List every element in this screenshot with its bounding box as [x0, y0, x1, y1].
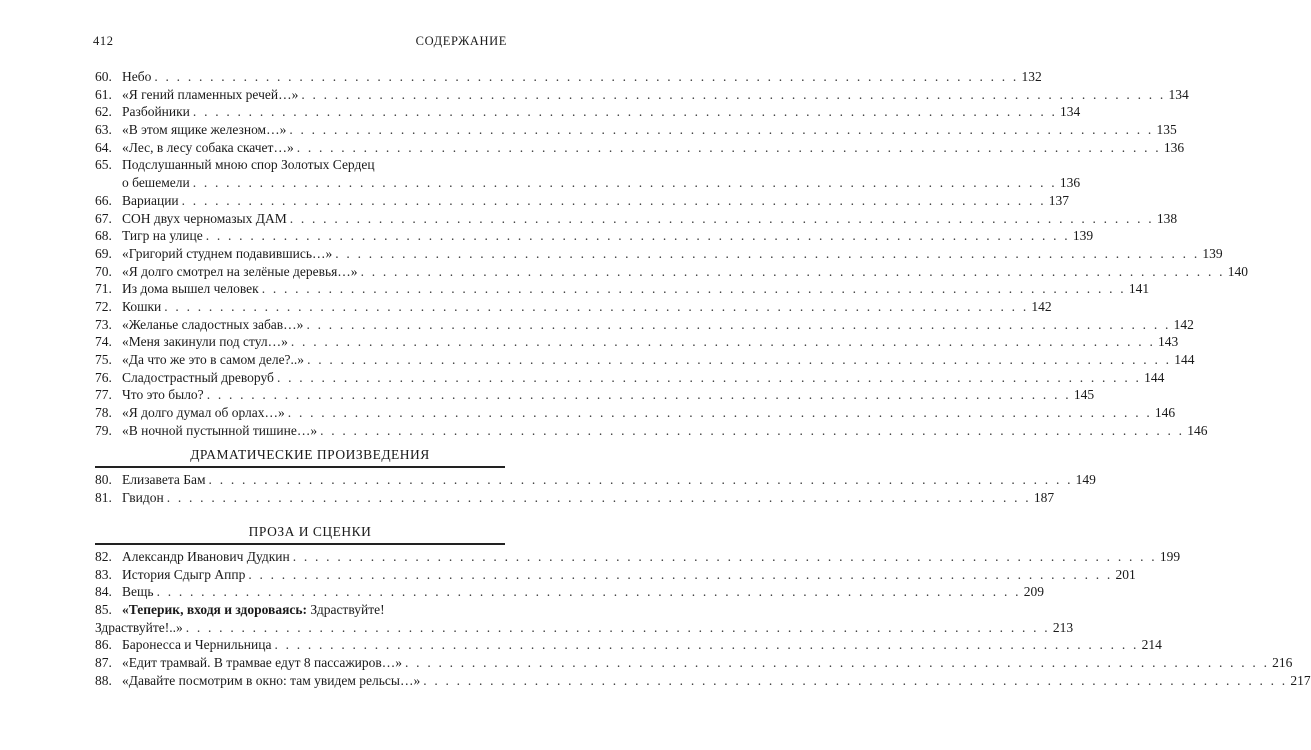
entry-page: 201 — [1115, 566, 1136, 582]
leader-dots — [291, 333, 1155, 351]
toc-entry — [95, 227, 1094, 245]
entry-number: 66. — [95, 192, 112, 208]
entry-number: 62. — [95, 104, 112, 120]
entry-number: 72. — [95, 298, 112, 314]
section-drama — [95, 447, 1096, 506]
leader-dots — [405, 654, 1269, 672]
entry-page: 149 — [1075, 472, 1096, 488]
entry-title: Кошки — [122, 298, 162, 314]
toc-entry — [95, 351, 1195, 369]
entry-number: 88. — [95, 672, 112, 688]
entry-number: 74. — [95, 334, 112, 350]
entry-title: «Желанье сладостных забав…» — [122, 316, 304, 332]
leader-dots — [301, 86, 1165, 104]
toc-group-drama — [95, 471, 1096, 506]
leader-dots — [361, 263, 1225, 281]
toc-entry — [95, 103, 1081, 121]
entry-page: 132 — [1021, 69, 1042, 84]
entry-page: 216 — [1272, 655, 1293, 671]
entry-title: «Да что же это в самом деле?..» — [122, 352, 305, 367]
toc-entry — [95, 672, 1311, 690]
toc-entry-65 — [95, 156, 1081, 191]
section-title: ПРОЗА И СЦЕНКИ — [248, 524, 372, 540]
running-header: СОДЕРЖАНИЕ — [415, 34, 507, 48]
entry-page: 135 — [1156, 122, 1177, 138]
entry-page: 143 — [1158, 334, 1179, 350]
entry-page: 134 — [1168, 86, 1189, 102]
toc-group-poems-b — [95, 192, 1248, 440]
entry-page: 136 — [1059, 175, 1081, 191]
entry-number: 64. — [95, 139, 112, 155]
entry-page: 138 — [1156, 210, 1178, 226]
entry-number: 67. — [95, 210, 112, 226]
toc-entry — [95, 471, 1096, 489]
entry-title: «Григорий студнем подавившись…» — [122, 245, 333, 261]
leader-dots — [277, 369, 1141, 387]
leader-dots — [307, 351, 1171, 369]
toc-entry-85 — [95, 601, 1074, 636]
toc-group-prose-a — [95, 548, 1181, 601]
entry-title-rest: Здраствуйте! — [307, 602, 385, 618]
toc-entry — [95, 566, 1136, 584]
entry-number: 78. — [95, 405, 112, 421]
leader-dots — [157, 583, 1021, 601]
entry-page: 146 — [1187, 422, 1208, 438]
toc-entry — [95, 68, 1042, 86]
entry-number: 70. — [95, 263, 112, 279]
toc-entry — [95, 121, 1177, 139]
section-title: ДРАМАТИЧЕСКИЕ ПРОИЗВЕДЕНИЯ — [190, 447, 430, 463]
entry-number: 82. — [95, 549, 112, 564]
entry-title: «Едит трамвай. В трамвае едут 8 пассажиров…» — [122, 655, 403, 671]
entry-page: 213 — [1052, 619, 1074, 635]
entry-number: 87. — [95, 655, 112, 671]
entry-page: 144 — [1144, 369, 1165, 385]
leader-dots — [186, 619, 1050, 637]
entry-title: Вариации — [122, 192, 179, 208]
leader-dots — [262, 280, 1126, 298]
entry-number: 61. — [95, 86, 112, 102]
toc-entry — [95, 636, 1162, 654]
toc-group-poems-a — [95, 68, 1189, 156]
leader-dots — [423, 672, 1287, 690]
entry-number: 85. — [95, 602, 112, 618]
section-rule — [95, 466, 505, 468]
entry-page: 142 — [1173, 316, 1194, 332]
entry-title: Из дома вышел человек — [122, 281, 259, 297]
leader-dots — [297, 139, 1161, 157]
entry-title-bold: «Теперик, входя и здороваясь: — [122, 602, 308, 618]
entry-number: 73. — [95, 316, 112, 332]
table-of-contents — [95, 68, 1311, 690]
leader-dots — [207, 386, 1071, 404]
leader-dots — [288, 404, 1152, 422]
leader-dots — [306, 316, 1170, 334]
toc-entry — [95, 86, 1189, 104]
entry-title: Гвидон — [122, 489, 164, 505]
toc-entry — [95, 489, 1055, 507]
entry-title: Александр Иванович Дудкин — [122, 549, 290, 564]
leader-dots — [335, 245, 1199, 263]
entry-number: 63. — [95, 122, 112, 138]
toc-entry — [95, 263, 1248, 281]
toc-entry — [95, 316, 1194, 334]
toc-entry — [95, 654, 1293, 672]
leader-dots — [248, 566, 1112, 584]
entry-title: Елизавета Бам — [122, 472, 206, 488]
entry-title: Вещь — [122, 584, 154, 600]
toc-entry — [95, 333, 1179, 351]
toc-entry — [95, 139, 1185, 157]
entry-page: 136 — [1163, 139, 1185, 155]
toc-entry — [95, 280, 1150, 298]
entry-number: 69. — [95, 245, 112, 261]
entry-title: «В ночной пустынной тишине…» — [122, 422, 318, 438]
entry-page: 134 — [1060, 104, 1081, 120]
entry-number: 84. — [95, 584, 112, 600]
toc-entry — [95, 583, 1044, 601]
entry-title: Тигр на улице — [122, 228, 203, 244]
leader-dots — [290, 210, 1154, 228]
leader-dots — [274, 636, 1138, 654]
entry-title: «В этом ящике железном…» — [122, 122, 287, 138]
toc-entry — [95, 245, 1223, 263]
toc-entry — [95, 192, 1070, 210]
toc-group-prose-b — [95, 636, 1311, 689]
entry-title: Разбойники — [122, 104, 190, 120]
toc-entry — [95, 548, 1181, 566]
entry-number: 81. — [95, 489, 112, 505]
page-number: 412 — [93, 34, 114, 48]
toc-entry — [95, 404, 1176, 422]
entry-number: 75. — [95, 352, 112, 367]
entry-title: «Я долго думал об орлах…» — [122, 405, 285, 421]
entry-page: 187 — [1033, 489, 1055, 505]
entry-title: СОН двух черномазых ДАМ — [122, 210, 287, 226]
entry-title-line2: о бешемели — [122, 175, 190, 191]
entry-title: Небо — [122, 69, 152, 84]
leader-dots — [320, 422, 1184, 440]
entry-number: 65. — [95, 157, 112, 173]
toc-entry — [95, 422, 1208, 440]
entry-page: 137 — [1048, 192, 1070, 208]
entry-page: 214 — [1141, 637, 1162, 653]
leader-dots — [289, 121, 1153, 139]
entry-page: 141 — [1128, 281, 1150, 297]
entry-title: Сладострастный древоруб — [122, 369, 274, 385]
entry-title: История Сдыгр Аппр — [122, 566, 246, 582]
toc-entry — [95, 298, 1052, 316]
entry-page: 209 — [1023, 584, 1044, 600]
entry-title: «Лес, в лесу собака скачет…» — [122, 139, 294, 155]
entry-title: Баронесса и Чернильница — [122, 637, 272, 653]
entry-page: 140 — [1227, 263, 1248, 279]
leader-dots — [209, 471, 1073, 489]
leader-dots — [167, 489, 1031, 507]
entry-number: 68. — [95, 228, 112, 244]
entry-page: 139 — [1202, 245, 1223, 261]
entry-title: «Я долго смотрел на зелёные деревья…» — [122, 263, 358, 279]
entry-page: 144 — [1174, 352, 1195, 367]
toc-entry — [95, 386, 1095, 404]
leader-dots — [182, 192, 1046, 210]
entry-title: «Я гений пламенных речей…» — [122, 86, 299, 102]
entry-page: 139 — [1072, 228, 1094, 244]
entry-number: 79. — [95, 422, 112, 438]
section-prose — [95, 524, 1311, 689]
entry-number: 77. — [95, 387, 112, 403]
entry-number: 83. — [95, 566, 112, 582]
entry-number: 80. — [95, 472, 112, 488]
entry-page: 217 — [1290, 672, 1311, 688]
leader-dots — [164, 298, 1028, 316]
entry-title-line2: Здраствуйте!..» — [95, 619, 183, 635]
entry-page: 145 — [1073, 387, 1095, 403]
entry-number: 71. — [95, 281, 112, 297]
entry-number: 76. — [95, 369, 112, 385]
entry-page: 199 — [1159, 549, 1181, 564]
entry-title: Что это было? — [122, 387, 204, 403]
leader-dots — [193, 103, 1057, 121]
leader-dots — [154, 68, 1018, 86]
leader-dots — [293, 548, 1157, 566]
toc-entry — [95, 210, 1178, 228]
leader-dots — [193, 174, 1057, 192]
entry-number: 86. — [95, 637, 112, 653]
toc-entry — [95, 369, 1165, 387]
entry-page: 142 — [1031, 298, 1052, 314]
entry-title-line1 — [122, 601, 385, 619]
section-rule — [95, 543, 505, 545]
entry-page: 146 — [1154, 405, 1176, 421]
leader-dots — [206, 227, 1070, 245]
entry-title: «Меня закинули под стул…» — [122, 334, 288, 350]
entry-title: «Давайте посмотрим в окно: там увидем рельсы…» — [122, 672, 421, 688]
entry-title-line1: Подслушанный мною спор Золотых Сердец — [122, 157, 375, 173]
entry-number: 60. — [95, 69, 112, 84]
